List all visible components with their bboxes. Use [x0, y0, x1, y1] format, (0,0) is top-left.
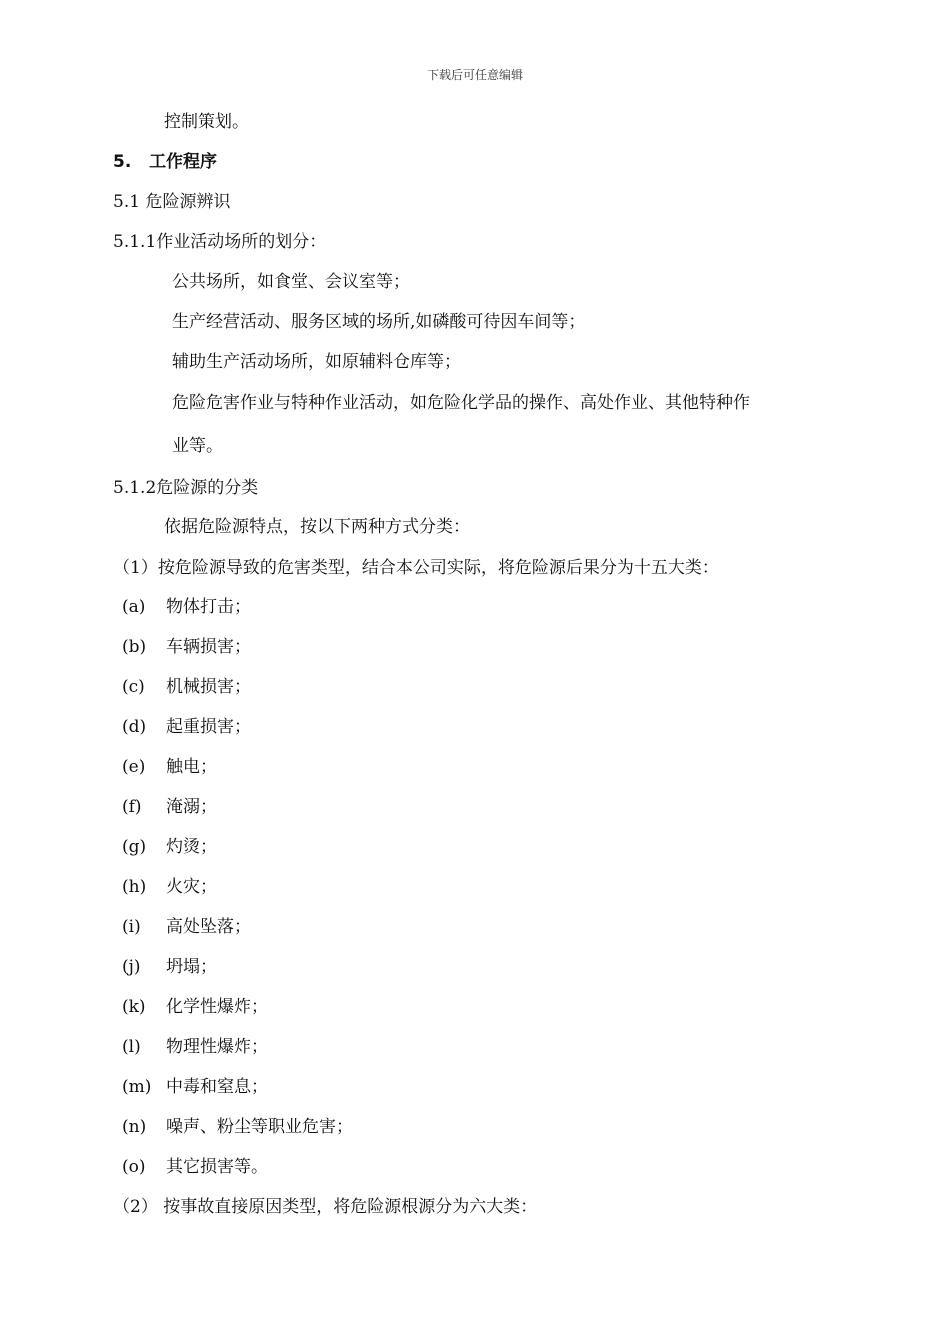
hazard-text: 淹溺； [166, 797, 217, 817]
section-number: 5. [113, 152, 132, 172]
hazard-text: 高处坠落； [166, 917, 251, 937]
hazard-item [122, 835, 217, 859]
hazard-marker: (i) [122, 917, 141, 937]
hazard-marker: (m) [122, 1077, 152, 1097]
hazard-marker: (l) [122, 1037, 141, 1057]
section-5-heading [113, 150, 217, 174]
classification-basis: 依据危险源特点，按以下两种方式分类： [164, 517, 470, 537]
hazard-marker: (f) [122, 797, 142, 817]
section-title: 工作程序 [149, 152, 218, 172]
hazard-item [122, 795, 217, 819]
hazard-text: 中毒和窒息； [166, 1077, 268, 1097]
place-item: 公共场所，如食堂、会议室等； [172, 272, 410, 292]
hazard-marker: (n) [122, 1117, 147, 1137]
hazard-item [122, 595, 251, 619]
hazard-text: 机械损害； [166, 677, 251, 697]
hazard-item [122, 1155, 268, 1179]
hazard-marker: (g) [122, 837, 147, 857]
hazard-marker: (b) [122, 637, 147, 657]
place-item: 生产经营活动、服务区域的场所,如磷酸可待因车间等； [172, 312, 586, 332]
hazard-marker: (o) [122, 1157, 146, 1177]
hazard-text: 物体打击； [166, 597, 251, 617]
hazard-item [122, 635, 251, 659]
hazard-text: 触电； [166, 757, 217, 777]
place-item: 危险危害作业与特种作业活动，如危险化学品的操作、高处作业、其他特种作 [172, 393, 750, 413]
hazard-marker: (e) [122, 757, 146, 777]
hazard-text: 坍塌； [166, 957, 217, 977]
hazard-text: 起重损害； [166, 717, 251, 737]
hazard-item [122, 875, 217, 899]
category-2-heading: （2） 按事故直接原因类型，将危险源根源分为六大类： [113, 1197, 538, 1217]
subsection-5-1-2: 5.1.2危险源的分类 [113, 478, 259, 498]
hazard-item [122, 1075, 268, 1099]
hazard-item [122, 995, 268, 1019]
hazard-item [122, 755, 217, 779]
hazard-text: 物理性爆炸； [166, 1037, 268, 1057]
hazard-text: 噪声、粉尘等职业危害； [166, 1117, 353, 1137]
hazard-marker: (a) [122, 597, 146, 617]
hazard-item [122, 1115, 353, 1139]
hazard-marker: (k) [122, 997, 146, 1017]
hazard-marker: (j) [122, 957, 141, 977]
hazard-item [122, 675, 251, 699]
hazard-text: 车辆损害； [166, 637, 251, 657]
hazard-text: 灼烫； [166, 837, 217, 857]
hazard-item [122, 1035, 268, 1059]
place-item: 辅助生产活动场所，如原辅料仓库等； [172, 352, 461, 372]
hazard-item [122, 715, 251, 739]
category-1-heading: （1）按危险源导致的危害类型，结合本公司实际，将危险源后果分为十五大类： [113, 558, 719, 578]
intro-tail: 控制策划。 [164, 112, 249, 132]
hazard-text: 其它损害等。 [166, 1157, 268, 1177]
hazard-item [122, 915, 251, 939]
subsection-5-1-1: 5.1.1作业活动场所的划分： [113, 232, 327, 252]
hazard-marker: (h) [122, 877, 147, 897]
place-item: 业等。 [172, 436, 223, 456]
hazard-marker: (d) [122, 717, 147, 737]
hazard-marker: (c) [122, 677, 145, 697]
hazard-item [122, 955, 217, 979]
hazard-text: 火灾； [166, 877, 217, 897]
hazard-text: 化学性爆炸； [166, 997, 268, 1017]
page-header: 下载后可任意编辑 [426, 68, 523, 82]
subsection-5-1: 5.1 危险源辨识 [113, 192, 231, 212]
